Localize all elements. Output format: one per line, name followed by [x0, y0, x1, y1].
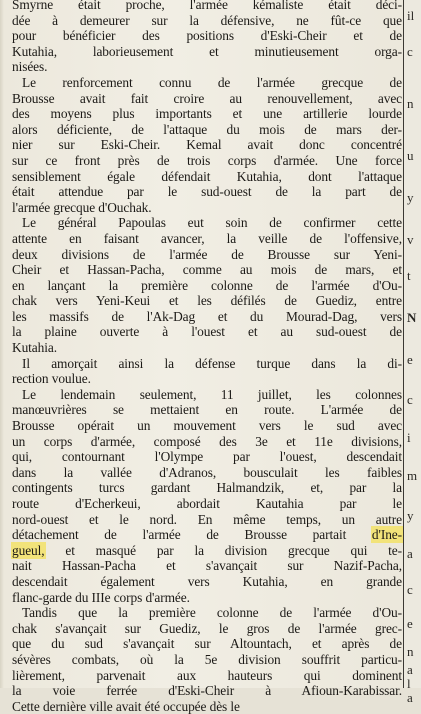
text-line: Brousse opérait un mouvement vers le sud avec	[12, 418, 402, 434]
text-line: la voie ferrée d'Eski-Cheir à Afioun-Karabissar.	[12, 683, 402, 699]
text-line: Cette dernière ville avait été occupée dès le	[12, 698, 240, 714]
text-line: dans la vallée d'Adranos, bousculait les faibles	[12, 464, 402, 480]
text-line: qui, contournant l'Olympe par l'ouest, descendait	[12, 449, 402, 465]
text-line: descendait également vers Kutahia, en grande	[12, 573, 402, 589]
highlighted-word: d'Ine-	[371, 527, 402, 543]
text-line: alors déficiente, de l'attaque du mois de mars der-	[12, 121, 402, 137]
text-line: gueul, et masqué par la division grecque qui te-	[12, 542, 402, 558]
article-paragraph	[12, 387, 402, 605]
highlighted-word: gueul,	[12, 542, 45, 558]
text-line: nisées.	[12, 59, 48, 75]
gutter-fragment: e	[407, 616, 413, 631]
text-line: nord-ouest et le nord. En même temps, un autre	[12, 511, 402, 527]
article-paragraph	[12, 75, 402, 215]
gutter-fragment: n	[407, 644, 414, 659]
gutter-fragment: a	[407, 546, 413, 561]
text-line: deux divisions de l'armée de Brousse sur Yeni-	[12, 246, 402, 262]
text-line: en lançant la première colonne de l'armée d'Ou-	[12, 277, 402, 293]
text-line: que du sud s'avançait sur Altountach, et après de	[12, 636, 402, 652]
text-line: Kutahia, laborieusement et minutieusement orga-	[12, 43, 402, 59]
gutter-fragment: i	[407, 430, 411, 445]
article-paragraph	[12, 215, 402, 355]
text-line: Le renforcement connu de l'armée grecque de	[22, 74, 402, 90]
text-line: les massifs de l'Ak-Dag et du Mourad-Dag, vers	[12, 308, 402, 324]
article-paragraph	[12, 0, 402, 75]
text-line: Le général Papoulas eut soin de confirmer cette	[22, 215, 402, 231]
text-line: pour bénéficier des positions d'Eski-Cheir et de	[12, 28, 402, 44]
gutter-fragment: l	[407, 676, 411, 691]
text-line: Tandis que la première colonne de l'armée d'Ou-	[22, 605, 402, 621]
gutter-fragment: e	[407, 352, 413, 367]
left-page-edge	[0, 0, 4, 688]
article-column	[12, 0, 402, 714]
text-line: sur ce front près de trois corps d'armée. Une force	[12, 152, 402, 168]
adjacent-column-gutter	[403, 0, 421, 705]
text-line: Il amorçait ainsi la défense turque dans la di-	[22, 355, 402, 371]
gutter-fragment: y	[407, 508, 414, 523]
text-line: dée à demeurer sur la défensive, ne fût-ce que	[12, 12, 402, 28]
text-line: la plaine ouverte à l'ouest et au sud-ouest de	[12, 324, 402, 340]
text-line: était attendue par le sud-ouest de la part de	[12, 184, 402, 200]
text-line: chak s'avançait sur Guediz, le gros de l'armée grec-	[12, 620, 402, 636]
gutter-fragment: a	[407, 690, 413, 705]
text-line: Kutahia.	[12, 340, 57, 356]
text-line: des moyens plus importants et une artillerie lourde	[12, 106, 402, 122]
text-line: sévères combats, où la 5e division souffrit particu-	[12, 651, 402, 667]
text-line: Smyrne était proche, l'armée kémaliste était déci-	[12, 0, 402, 12]
gutter-fragment: N	[407, 310, 417, 325]
text-line: route d'Echerkeui, abordait Kautahia par le	[12, 496, 402, 511]
article-paragraph	[12, 356, 402, 387]
text-line: manœuvrières se mettaient en route. L'armée de	[12, 402, 402, 418]
gutter-fragment: il	[407, 8, 415, 23]
text-line: détachement de l'armée de Brousse partait d'Ine-	[12, 527, 402, 543]
gutter-fragment: v	[407, 232, 414, 247]
gutter-fragment: a	[407, 662, 413, 677]
gutter-fragment: c	[407, 582, 413, 597]
gutter-fragment: t	[407, 268, 411, 283]
text-line: chak vers Yeni-Keui et les défilés de Guediz, entre	[12, 293, 402, 309]
text-line: attente en faisant avancer, la veille de l'offensive,	[12, 230, 402, 246]
text-line: sensiblement égale défendait Kutahia, dont l'attaque	[12, 168, 402, 184]
text-line: flanc-garde du IIIe corps d'armée.	[12, 589, 190, 605]
text-line: nait Hassan-Pacha et s'avançait sur Nazif-Pacha,	[12, 558, 402, 574]
text-line: un corps d'armée, composé des 3e et 11e divisions,	[12, 433, 402, 449]
article-paragraph	[12, 605, 402, 714]
gutter-fragment: y	[407, 190, 414, 205]
text-line: rection voulue.	[12, 371, 91, 387]
text-line: Le lendemain seulement, 11 juillet, les colonnes	[22, 386, 402, 402]
text-line: Brousse avait fait croire au renouvellement, avec	[12, 90, 402, 106]
gutter-fragment: m	[407, 468, 418, 483]
text-line: lièrement, parvenait aux hauteurs qui dominent	[12, 667, 402, 683]
text-line: l'armée grecque d'Ouchak.	[12, 199, 152, 215]
text-line: contingents turcs gardant Halmandzik, et, par la	[12, 480, 402, 496]
text-line: nier sur Eski-Cheir. Kemal avait donc concentré	[12, 137, 402, 153]
gutter-fragment: c	[407, 392, 413, 407]
gutter-fragment: n	[407, 96, 414, 111]
gutter-fragment: u	[407, 148, 414, 163]
gutter-fragment: c	[407, 44, 413, 59]
text-line: Cheir et Hassan-Pacha, comme au mois de mars, et	[12, 262, 402, 278]
